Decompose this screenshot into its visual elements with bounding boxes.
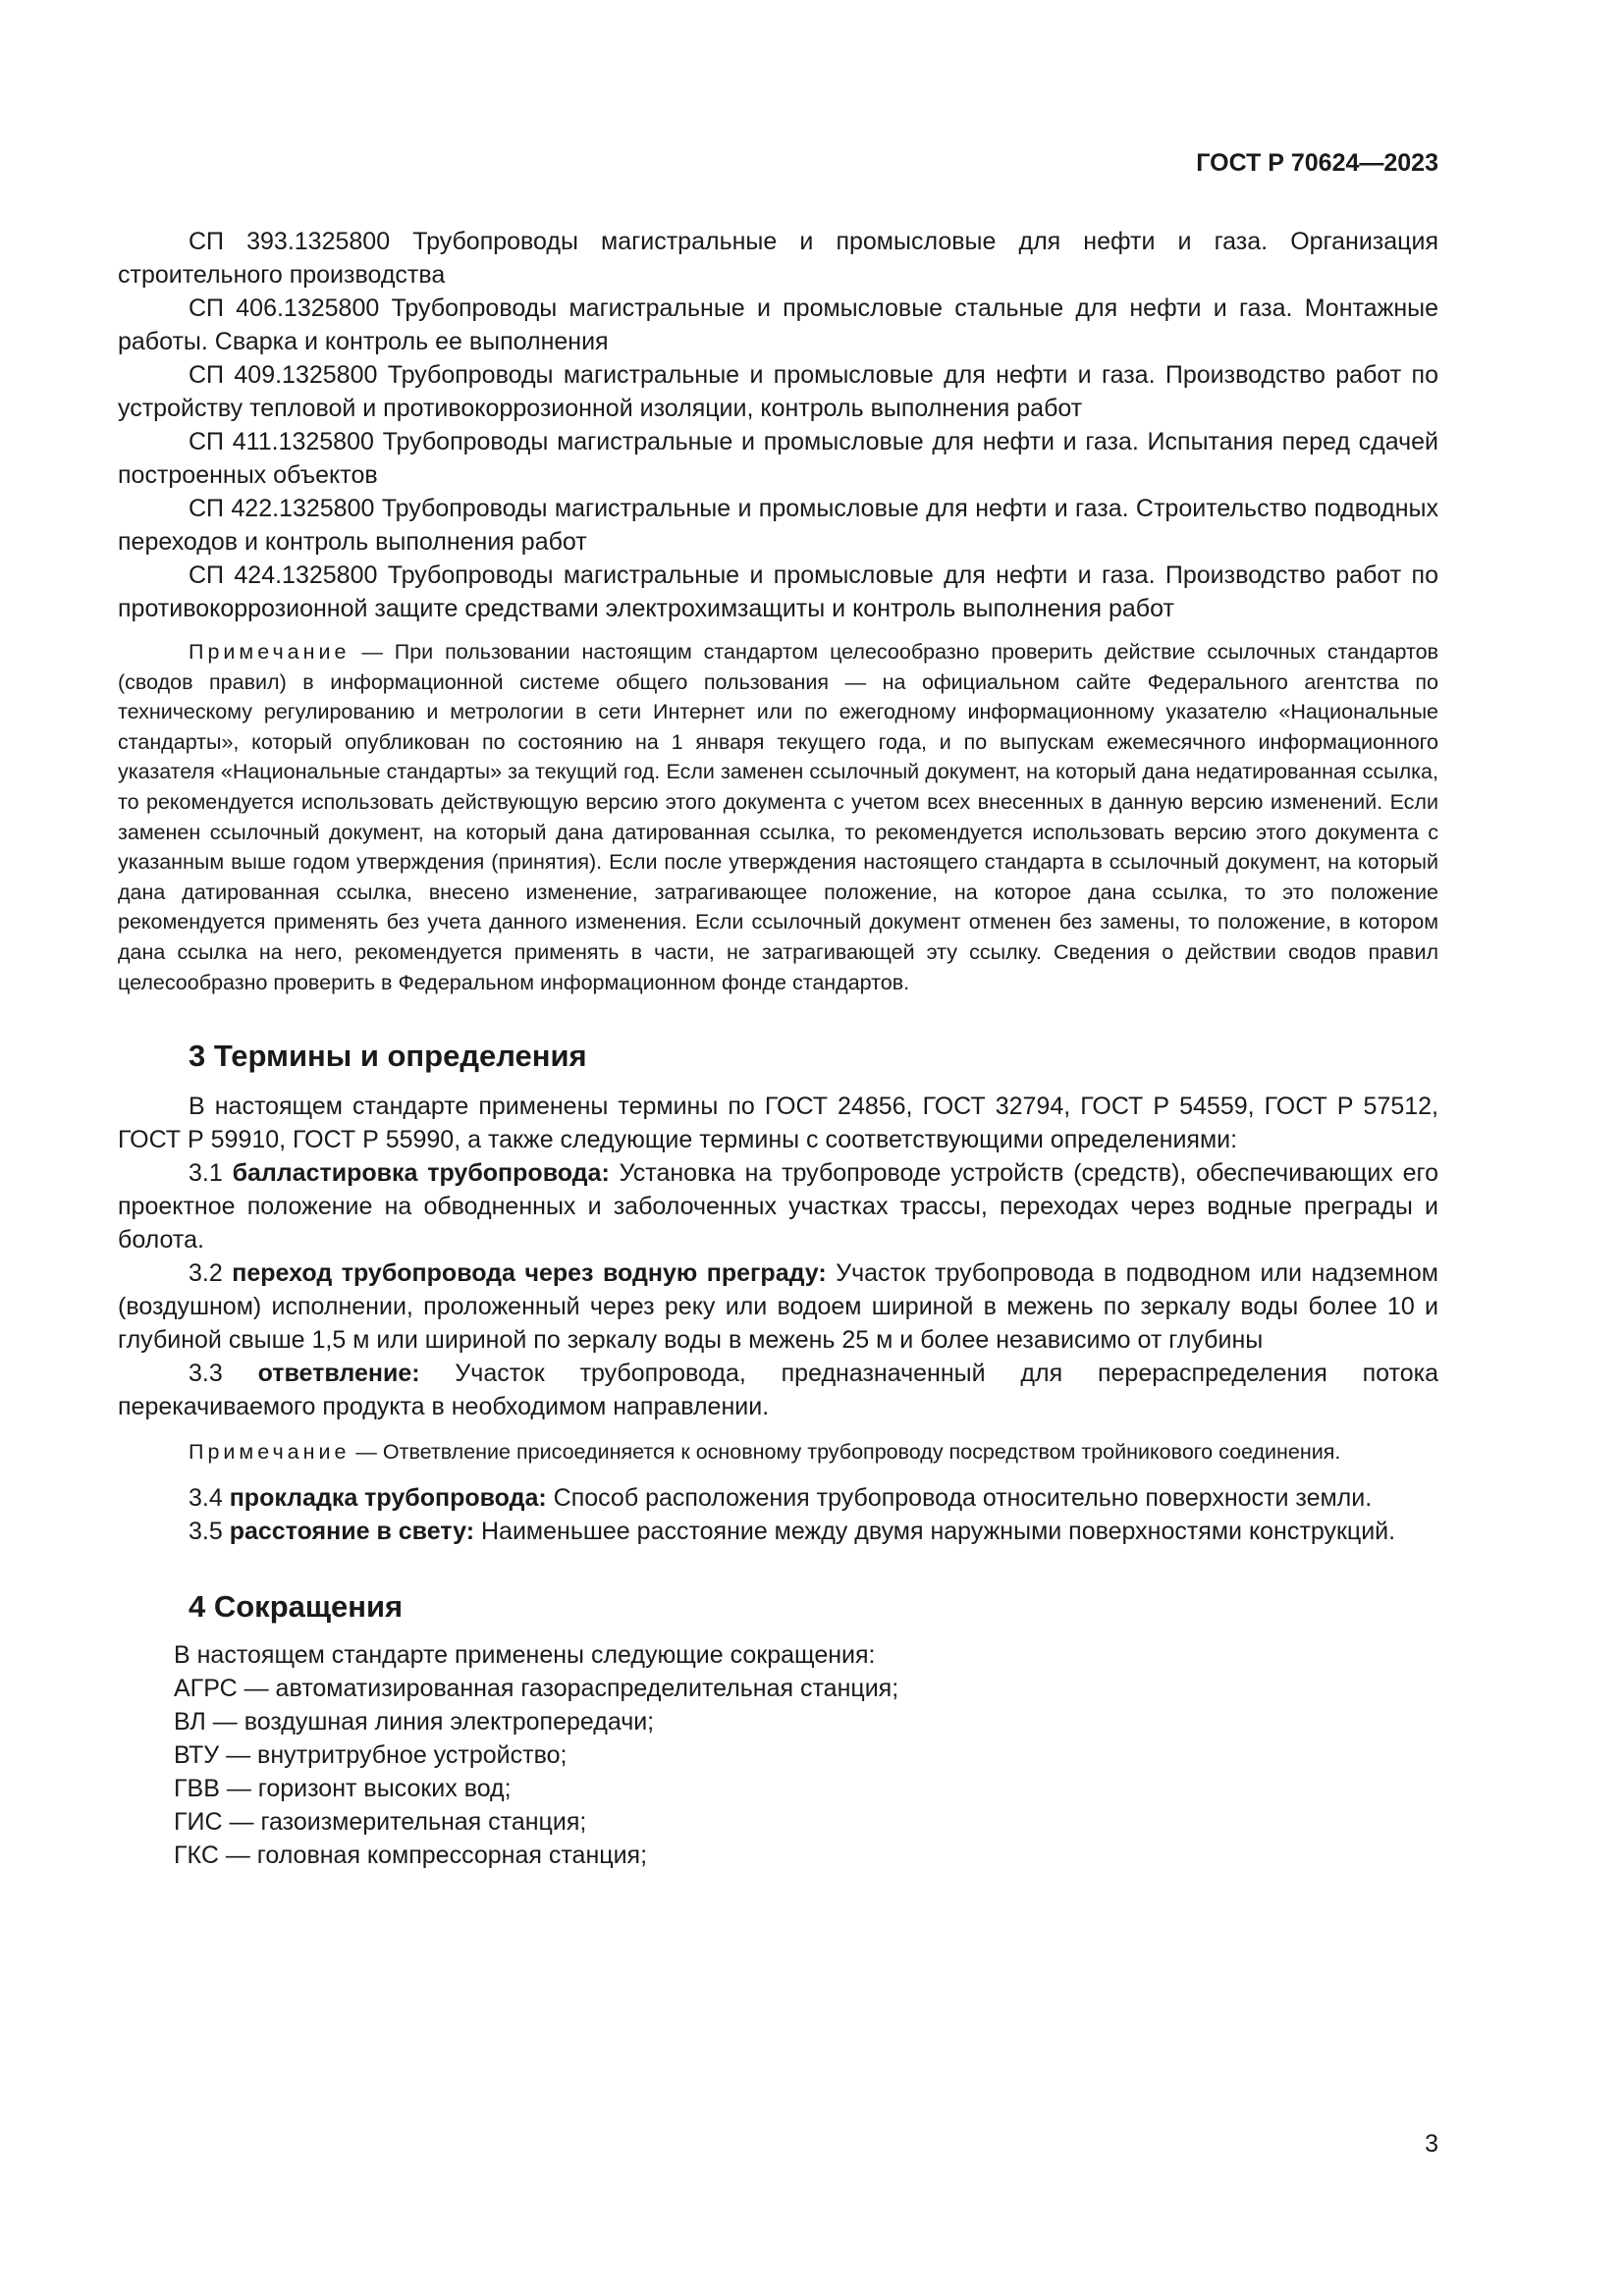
note-text: — Ответвление присоединяется к основному трубопроводу посредством тройникового соединения. [350,1440,1341,1465]
term-name: расстояние в свету: [229,1517,475,1545]
abbreviations-intro: В настоящем стандарте применены следующие сокращения: [174,1640,876,1669]
term-definition: Установка на трубопроводе устройств (средств), обеспечивающих его проектное положение на обводненных и заболоченных участках трассы, переходах через водные преграды и болота. [118,1159,1439,1255]
references-list [118,225,1438,625]
page-number: 3 [1425,2130,1438,2158]
reference-item: СП 409.1325800 Трубопроводы магистральные и промысловые для нефти и газа. Производство работ по устройству тепловой и противокоррозионной изоляции, контроль выполнения работ [118,361,1438,422]
term-definition: Наименьшее расстояние между двумя наружными поверхностями конструкций. [474,1517,1396,1545]
reference-item: СП 406.1325800 Трубопроводы магистральные и промысловые стальные для нефти и газа. Монтажные работы. Сварка и контроль ее выполнения [118,294,1438,355]
term-name: балластировка трубопровода: [232,1159,610,1188]
reference-item: СП 411.1325800 Трубопроводы магистральные и промысловые для нефти и газа. Испытания перед сдачей построенных объектов [118,428,1438,489]
abbreviation-item: ГКС — головная компрессорная станция; [174,1841,648,1869]
term-3-3 [118,1357,1438,1423]
term-3-2 [118,1256,1438,1357]
note-label: Примечание [189,640,351,664]
references-note [118,637,1438,997]
term-definition: Способ расположения трубопровода относительно поверхности земли. [546,1483,1373,1512]
abbreviations-list [118,1638,1438,1872]
section-3-intro: В настоящем стандарте применены термины по ГОСТ 24856, ГОСТ 32794, ГОСТ Р 54559, ГОСТ Р 57512, ГОСТ Р 59910, ГОСТ Р 55990, а также следующие термины с соответствующими определениями: [118,1093,1438,1154]
note-text: — При пользовании настоящим стандартом целесообразно проверить действие ссылочных стандартов (сводов правил) в информационной системе общего пользования — на официальном сайте Федерального агентства по техническому регулированию и метрологии в сети Интернет или по ежегодному информационному указателю «Национальные стандарты», который опубликован по состоянию на 1 января текущего года, и по выпускам ежемесячного информационного указателя «Национальные стандарты» за текущий год. Если заменен ссылочный документ, на который дана недатированная ссылка, то рекомендуется использовать действующую версию этого документа с учетом всех внесенных в данную версию изменений. Если заменен ссылочный документ, на который дана датированная ссылка, то рекомендуется использовать версию этого документа с указанным выше годом утверждения (принятия). Если после утверждения настоящего стандарта в ссылочный документ, на который дана датированная ссылка, внесено изменение, затрагивающее положение, на которое дана ссылка, то это положение рекомендуется применять без учета данного изменения. Если ссылочный документ отменен без замены, то положение, в котором дана ссылка на него, рекомендуется применять в части, не затрагивающей эту ссылку. Сведения о действии сводов правил целесообразно проверить в Федеральном информационном фонде стандартов. [118,640,1438,994]
document-content [118,225,1438,1872]
term-3-4 [118,1481,1438,1515]
term-note [118,1437,1438,1468]
note-label: Примечание [189,1440,351,1465]
abbreviation-item: ГИС — газоизмерительная станция; [174,1807,587,1836]
term-number: 3.5 [189,1517,230,1545]
section-4-title: 4 Сокращения [189,1588,404,1624]
term-name: переход трубопровода через водную преграду: [232,1259,827,1288]
term-name: прокладка трубопровода: [229,1483,547,1512]
reference-item: СП 393.1325800 Трубопроводы магистральные и промысловые для нефти и газа. Организация строительного производства [118,228,1438,289]
term-number: 3.3 [189,1360,258,1388]
reference-item: СП 422.1325800 Трубопроводы магистральные и промысловые для нефти и газа. Строительство подводных переходов и контроль выполнения работ [118,495,1438,556]
abbreviation-item: ВЛ — воздушная линия электропередачи; [174,1707,655,1735]
abbreviation-item: АГРС — автоматизированная газораспределительная станция; [174,1674,899,1702]
reference-item: СП 424.1325800 Трубопроводы магистральные и промысловые для нефти и газа. Производство работ по противокоррозионной защите средствами электрохимзащиты и контроль выполнения работ [118,561,1438,622]
document-header: ГОСТ Р 70624—2023 [1196,149,1438,177]
section-3-title: 3 Термины и определения [189,1039,587,1074]
abbreviation-item: ВТУ — внутритрубное устройство; [174,1740,568,1769]
term-number: 3.4 [189,1483,230,1512]
abbreviation-item: ГВВ — горизонт высоких вод; [174,1774,512,1802]
term-3-1 [118,1156,1438,1256]
term-number: 3.1 [189,1159,233,1188]
term-name: ответвление: [257,1360,420,1388]
term-definition: Участок трубопровода, предназначенный для перераспределения потока перекачиваемого продукта в необходимом направлении. [118,1360,1438,1421]
term-definition: Участок трубопровода в подводном или надземном (воздушном) исполнении, проложенный через реку или водоем шириной в межень по зеркалу воды более 10 и глубиной свыше 1,5 м или шириной по зеркалу воды в межень 25 м и более независимо от глубины [118,1259,1438,1355]
term-number: 3.2 [189,1259,233,1288]
term-3-5 [118,1515,1438,1548]
